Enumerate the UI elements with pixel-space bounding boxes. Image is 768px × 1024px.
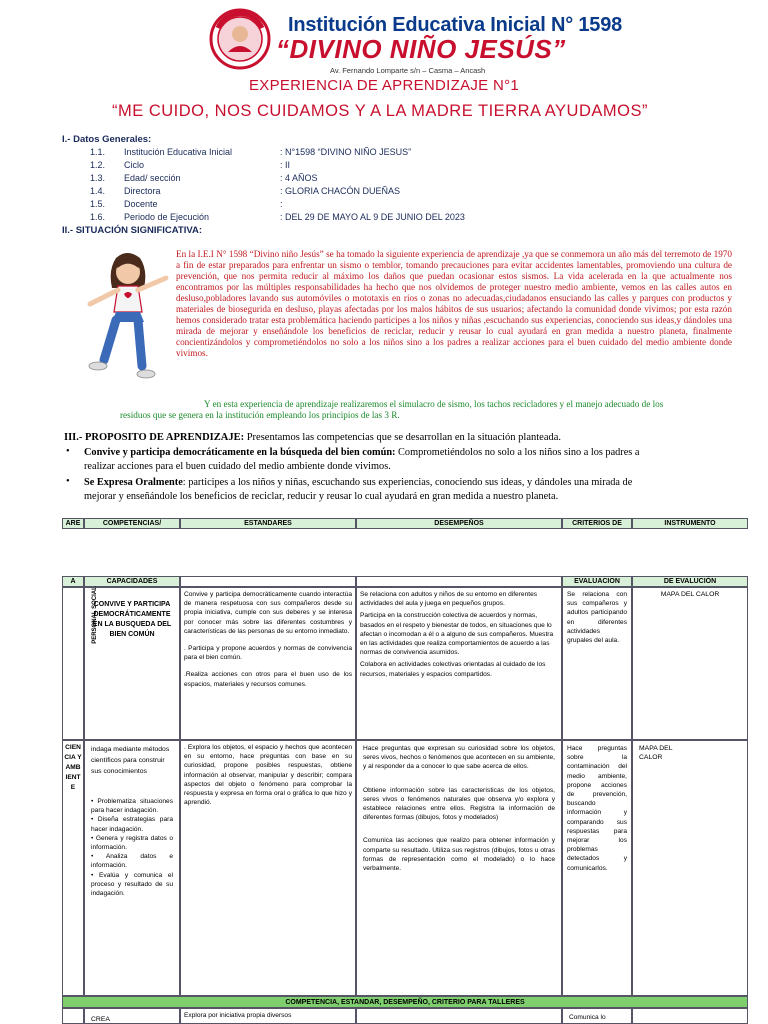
proposito-bullet-2 xyxy=(84,476,724,490)
datos-num: 1.3. xyxy=(90,173,106,183)
th-desempenos: DESEMPEÑOS xyxy=(356,518,562,529)
page-title: EXPERIENCIA DE APRENDIZAJE N°1 xyxy=(248,77,520,94)
capacidad-item: • Analiza datos e información. xyxy=(91,853,173,870)
desempeno-2-3: Comunica las acciones que realizo para obtener información y comparte su resultado. Utiliza sus registros (dibujos, fotos u otras formas de representación como el modelado) o lo hace verbalmente. xyxy=(363,837,555,873)
datos-label: Docente xyxy=(124,199,158,209)
th-blank-2 xyxy=(356,576,562,587)
instrumento-label-2: MAPA DEL CALOR xyxy=(639,745,673,762)
area-cell-3 xyxy=(62,1008,84,1024)
datos-label: Edad/ sección xyxy=(124,173,181,183)
estandar-3: .Realiza acciones con otros para el buen uso de los espacios, materiales y recursos comunes. xyxy=(184,671,352,688)
criterio-crea: Comunica lo xyxy=(562,1008,632,1024)
area-cell xyxy=(62,587,84,740)
area-label-personal-social: PERSONAL SOCIAL xyxy=(91,586,98,644)
datos-num: 1.4. xyxy=(90,186,106,196)
bullet-1-bold: Convive y participa democráticamente en la búsqueda del bien común: xyxy=(84,447,396,458)
school-logo-icon xyxy=(208,8,272,70)
bullet-icon: • xyxy=(66,476,70,487)
desempeno-cell-2 xyxy=(356,740,562,996)
datos-value: : DEL 29 DE MAYO AL 9 DE JUNIO DEL 2023 xyxy=(280,212,465,222)
datos-num: 1.2. xyxy=(90,160,106,170)
bullet-icon: • xyxy=(66,446,70,457)
th-area: ARE xyxy=(62,518,84,529)
bullet-2-bold: Se Expresa Oralmente xyxy=(84,477,183,488)
capacidad-item: • Problematiza situaciones para hacer indagación. xyxy=(91,798,173,815)
competencia-indaga: indaga mediante métodos científicos para construir sus conocimientos xyxy=(91,746,170,775)
datos-label: Directora xyxy=(124,186,161,196)
desempeno-1: Se relaciona con adultos y niños de su entorno en diferentes actividades del aula y juega en pequeños grupos. xyxy=(360,591,538,608)
competencia-indaga-cell xyxy=(84,740,180,996)
datos-num: 1.5. xyxy=(90,199,106,209)
datos-value: : GLORIA CHACÓN DUEÑAS xyxy=(280,186,401,196)
desempeno-cell xyxy=(356,587,562,740)
proposito-heading-bold: III.- PROPOSITO DE APRENDIZAJE: xyxy=(64,432,245,443)
datos-num: 1.6. xyxy=(90,212,106,222)
estandar-explora: . Explora los objetos, el espacio y hechos que acontecen en su entorno, hace preguntas con base en su curiosidad, propone posibles respuestas, obtiene información al observar, manipular y describir; compara aspectos del objeto o fenómeno para comprobar la respuesta y expresa en forma oral o gráfica lo que hizo y aprendió. xyxy=(180,740,356,996)
competencia-convive: CONVIVE Y PARTICIPA DEMOCRÁTICAMENTE EN LA BUSQUEDA DEL BIEN COMÚN xyxy=(84,587,180,740)
situacion-paragraph-2-cont: residuos que se genera en la institución empleando los principios de las 3 R. xyxy=(120,410,400,420)
datos-value: : 4 AÑOS xyxy=(280,173,318,183)
th-blank-1 xyxy=(180,576,356,587)
proposito-bullet-1 xyxy=(84,446,724,460)
datos-value: : N°1598 “DIVINO NIÑO JESUS” xyxy=(280,147,412,157)
instrumento-cell-2 xyxy=(632,740,748,996)
desempeno-2-2: Obtiene información sobre las características de los objetos, seres vivos o fenómenos naturales que observa y/o explora y establece relaciones entre ellos. Registra la información de diferentes formas (dibujos, fotos y modelados) xyxy=(363,786,555,822)
estandar-crea: Explora por iniciativa propia diversos xyxy=(180,1008,356,1024)
th-area-2: A xyxy=(62,576,84,587)
estandar-cell xyxy=(180,587,356,740)
datos-label: Ciclo xyxy=(124,160,145,170)
cartoon-girl-illustration xyxy=(82,248,172,382)
datos-value: : xyxy=(280,199,283,209)
situacion-heading: II.- SITUACIÓN SIGNIFICATIVA: xyxy=(62,225,203,236)
capacidad-item: • Diseña estrategias para hacer indagación. xyxy=(91,816,173,833)
school-header xyxy=(208,8,623,75)
th-de-evaluacion: DE EVALUCIÓN xyxy=(632,576,748,587)
estandar-1: Convive y participa democráticamente cuando interactúa de manera respetuosa con sus compañeros desde su propia iniciativa, cumple con sus deberes y se interesa por conocer más sobre las diferentes costumbres y características de las personas de su entorno inmediato. xyxy=(184,591,352,635)
instrumento-crea xyxy=(632,1008,748,1024)
competencia-crea: CREA xyxy=(84,1008,180,1024)
datos-label: Institución Educativa Inicial xyxy=(124,147,233,157)
datos-label: Periodo de Ejecución xyxy=(124,212,210,222)
capacidad-item: • Evalúa y comunica el proceso y resultado de su indagación. xyxy=(91,871,173,898)
area-label-ciencia: CIEN CIA Y AMB IENT E xyxy=(62,740,84,996)
th-estandares: ESTANDARES xyxy=(180,518,356,529)
institution-title: Institución Educativa Inicial N° 1598 xyxy=(288,14,623,36)
proposito-heading-rest: Presentamos las competencias que se desarrollan en la situación planteada. xyxy=(244,432,562,443)
proposito-heading xyxy=(64,432,561,443)
institution-name: “DIVINO NIÑO JESÚS” xyxy=(276,34,566,64)
datos-value: : II xyxy=(280,160,291,170)
proposito-bullet-1-cont: realizar acciones para el buen cuidado del medio ambiente donde vivimos. xyxy=(84,461,391,472)
desempeno-2: Participa en la construcción colectiva de acuerdos y normas, basados en el respeto y bienestar de todos, en situaciones que lo afectan o incomodan a él o a alguno de sus compañeros. Muestra en las actividades que realiza comportamientos de acuerdo a las normas de convivencia asumidos. xyxy=(360,612,554,657)
page-subtitle: “ME CUIDO, NOS CUIDAMOS Y A LA MADRE TIERRA AYUDAMOS” xyxy=(112,102,648,120)
desempeno-2-1: Hace preguntas que expresan su curiosidad sobre los objetos, seres vivos, hechos o fenómenos que acontecen en su ambiente, y al responder da a conocer lo que sabe acerca de ellos. xyxy=(363,745,555,771)
th-criterios: CRITERIOS DE xyxy=(562,518,632,529)
estandar-2: . Participa y propone acuerdos y normas de convivencia para el bien común. xyxy=(184,645,352,662)
th-evaluacion: EVALUACION xyxy=(562,576,632,587)
situacion-paragraph: En la I.E.I N° 1598 “Divino niño Jesús” se ha tomado la siguiente experiencia de aprendizaje ,ya que se conmemora un año más del terremoto de 1970 a fin de estar preparados para enfrentar un sismo o temblor, tomando precauciones para evitar accidentes lamentables, promoviendo una cultura de prevención, que nos permita reducir al máximo los daños que puedan ocasionar estos sismos. La vida acelerada en la que actualmente nos encontramos por las múltiples responsabilidades ha hecho que nos olvidemos de proteger nuestro medio ambiente, vemos en las calles autos en desluso,pobladores lavando sus automóviles o mototaxis en ríos o zonas no adecuadas,ciudadanos ensuciando las calles y parques con productos y materiales de biosegurida en desluso, playas afectadas por los malos hábitos de sus usuarios; afectando la comunidad donde vivimos; por esta razón hemos considerado tratar esta problemática haciendo participes a los niños y niñas ,escuchando sus experiencias, conociendo sus ideas,y dándoles una mirada de mejorar y enseñándole los beneficios de reciclar, reducir y reusar lo cual ayudará en gran medida a nuestro planeta, finalmente concientizándolos y comprometiéndolos no solo a los niños sino a los padres a realizar acciones para el buen cuidado del medio ambiente donde vivimos. xyxy=(176,249,732,359)
bullet-1-rest: Comprometiéndolos no solo a los niños sino a los padres a xyxy=(395,447,640,458)
criterio-cell-2: Hace preguntas sobre la contaminación del medio ambiente, propone acciones de prevención, buscando información y comparando sus respuestas para mejorar los problemas detectados y comunicarlos. xyxy=(562,740,632,996)
desempeno-3: Colabora en actividades colectivas orientadas al cuidado de los recursos, materiales y espacios compartidos. xyxy=(360,661,546,678)
datos-num: 1.1. xyxy=(90,147,106,157)
capacidad-item: • Genera y registra datos o información. xyxy=(91,834,173,852)
th-capacidades: CAPACIDADES xyxy=(84,576,180,587)
talleres-section-bar: COMPETENCIA, ESTANDAR, DESEMPEÑO, CRITERIO PARA TALLERES xyxy=(62,996,748,1008)
institution-address: Av. Fernando Lomparte s/n – Casma – Ancash xyxy=(330,66,486,75)
desempeno-crea xyxy=(356,1008,562,1024)
datos-generales-heading: I.- Datos Generales: xyxy=(62,134,152,145)
th-instrumento: INSTRUMENTO xyxy=(632,518,748,529)
instrumento-cell: MAPA DEL CALOR xyxy=(632,587,748,740)
criterio-cell: Se relaciona con sus compañeros y adultos participando en diferentes actividades grupales del aula. xyxy=(562,587,632,740)
bullet-2-rest: : participes a los niños y niñas, escuchando sus experiencias, conociendo sus ideas, y dándoles una mirada de xyxy=(182,477,633,488)
situacion-paragraph-2: Y en esta experiencia de aprendizaje realizaremos el simulacro de sismo, los tachos recicladores y el manejo adecuado de los xyxy=(204,399,664,409)
proposito-bullet-2-cont: mejorar y enseñándole los beneficios de reciclar, reducir y reusar lo cual ayudará en gran medida a nuestro planeta. xyxy=(84,491,559,502)
th-competencias: COMPETENCIAS/ xyxy=(84,518,180,529)
